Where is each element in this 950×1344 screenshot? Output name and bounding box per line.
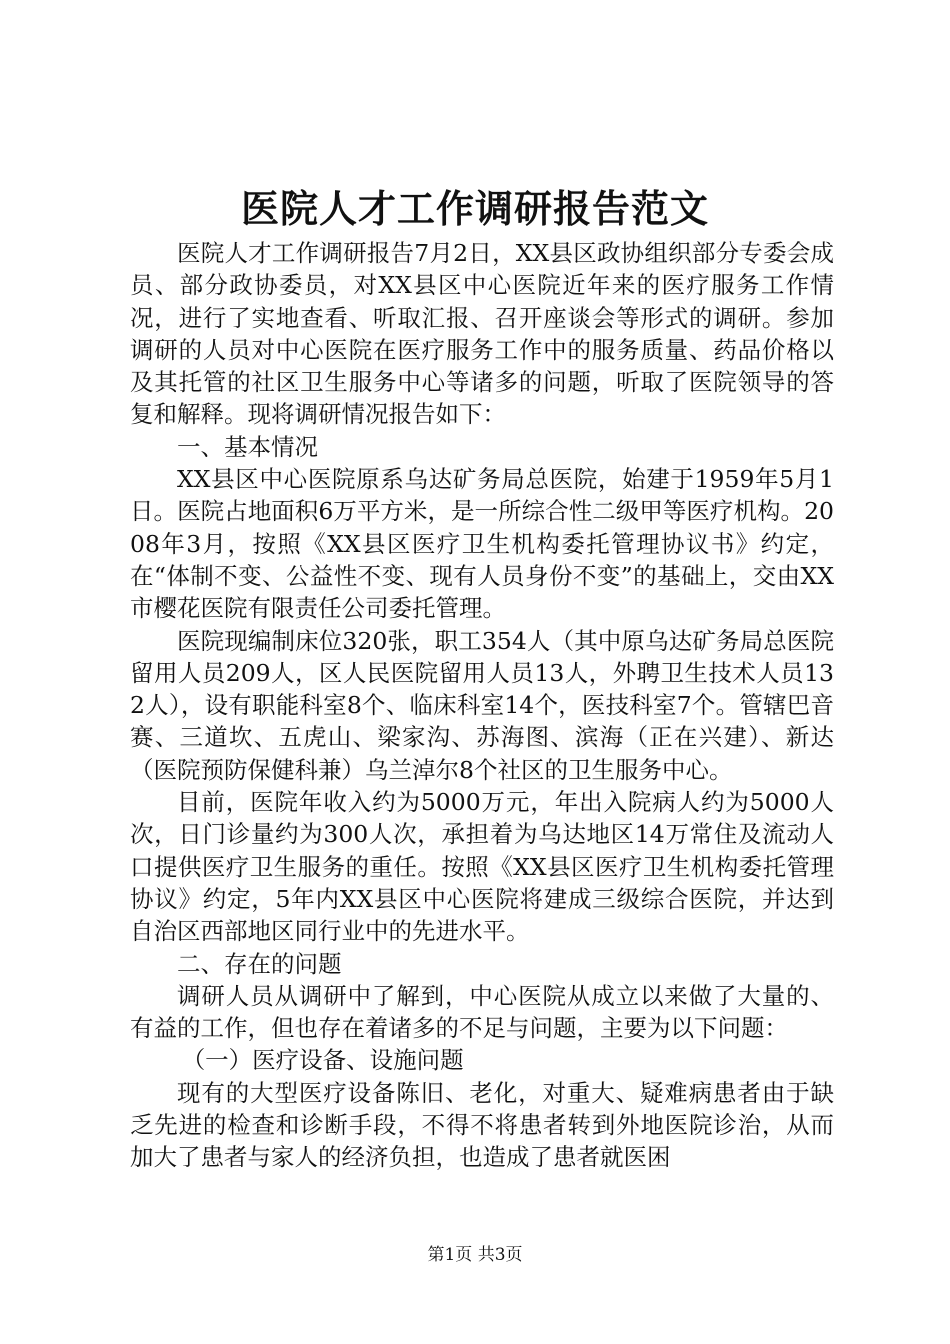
document-body <box>130 237 834 1174</box>
document-title: 医院人才工作调研报告范文 <box>240 186 709 231</box>
subsection-heading-equipment: （一）医疗设备、设施问题 <box>181 1046 464 1075</box>
body-paragraph: XX县区中心医院原系乌达矿务局总医院，始建于1959年5月1日。医院占地面积6万平方米，是一所综合性二级甲等医疗机构。2008年3月，按照《XX县区医疗卫生机构委托管理协议书》约定，在“体制不变、公益性不变、现有人员身份不变”的基础上，交由XX市樱花医院有限责任公司委托管理。 <box>130 465 834 623</box>
section-heading-basic-situation: 一、基本情况 <box>177 432 318 461</box>
body-paragraph: 现有的大型医疗设备陈旧、老化，对重大、疑难病患者由于缺乏先进的检查和诊断手段，不得不将患者转到外地医院诊治，从而加大了患者与家人的经济负担，也造成了患者就医困 <box>130 1078 834 1172</box>
intro-paragraph: 医院人才工作调研报告7月2日，XX县区政协组织部分专委会成员、部分政协委员，对XX县区中心医院近年来的医疗服务工作情况，进行了实地查看、听取汇报、召开座谈会等形式的调研。参加调研的人员对中心医院在医疗服务工作中的服务质量、药品价格以及其托管的社区卫生服务中心等诸多的问题，听取了医院领导的答复和解释。现将调研情况报告如下： <box>130 239 834 429</box>
body-paragraph: 医院现编制床位320张，职工354人（其中原乌达矿务局总医院留用人员209人，区人民医院留用人员13人，外聘卫生技术人员132人），设有职能科室8个、临床科室14个，医技科室7个。管辖巴音赛、三道坎、五虎山、梁家沟、苏海图、滨海（正在兴建）、新达（医院预防保健科兼）乌兰淖尔8个社区的卫生服务中心。 <box>130 626 834 784</box>
body-paragraph: 调研人员从调研中了解到，中心医院从成立以来做了大量的、有益的工作，但也存在着诸多的不足与问题，主要为以下问题： <box>130 981 834 1043</box>
section-heading-problems: 二、存在的问题 <box>177 949 342 978</box>
body-paragraph: 目前，医院年收入约为5000万元，年出入院病人约为5000人次，日门诊量约为300人次，承担着为乌达地区14万常住及流动人口提供医疗卫生服务的重任。按照《XX县区医疗卫生机构委托管理协议》约定，5年内XX县区中心医院将建成三级综合医院，并达到自治区西部地区同行业中的先进水平。 <box>130 788 834 946</box>
page-footer: 第1页 共3页 <box>427 1245 523 1265</box>
